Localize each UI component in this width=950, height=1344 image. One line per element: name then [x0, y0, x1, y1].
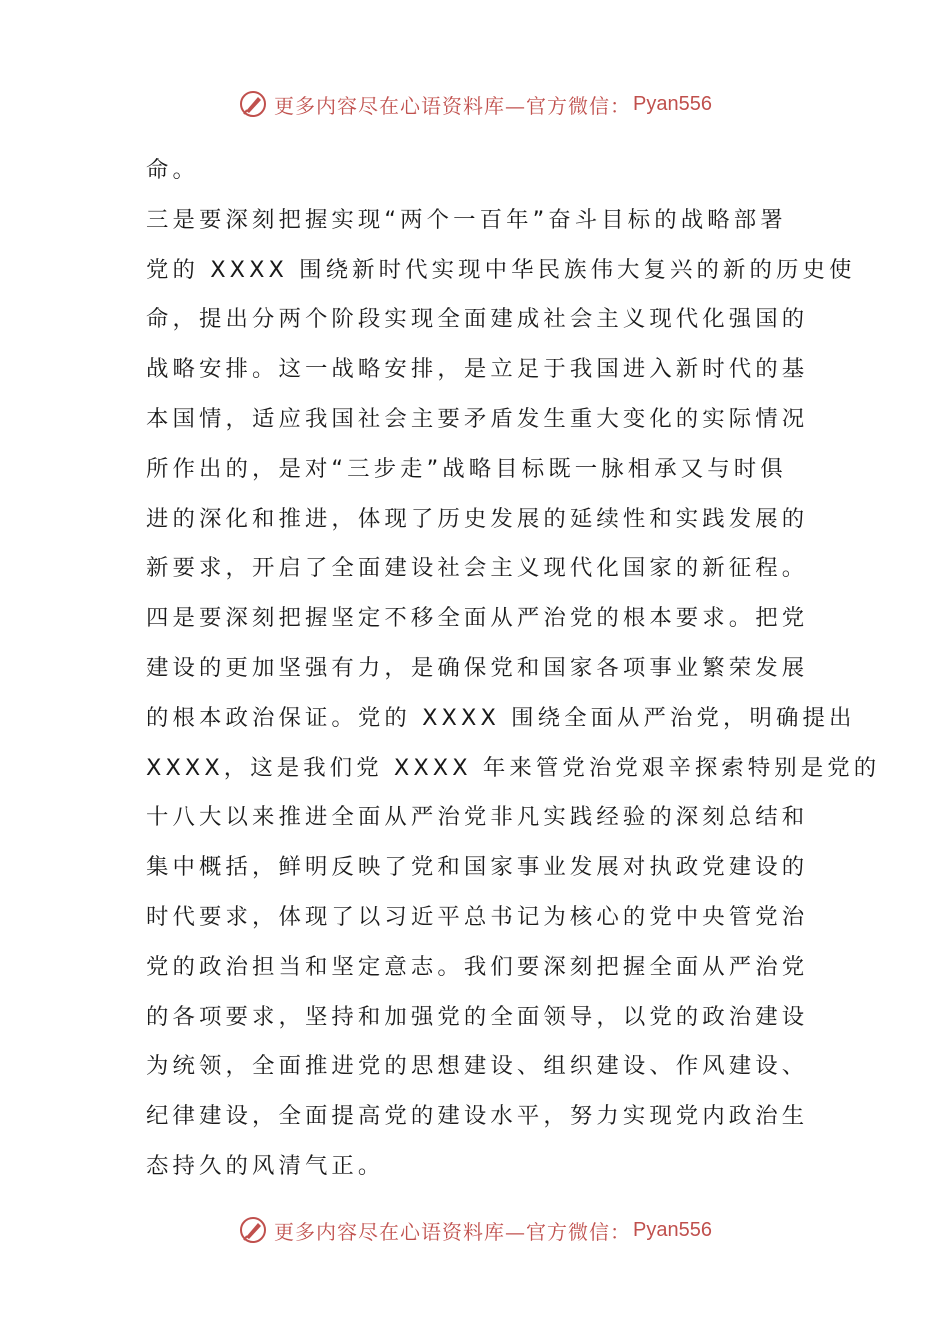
text-line: 命。: [146, 157, 199, 183]
text-line: 建设的更加坚强有力，是确保党和国家各项事业繁荣发展: [146, 654, 809, 681]
text-line: 为统领，全面推进党的思想建设、组织建设、作风建设、: [146, 1053, 809, 1080]
wechat-id: Pyan556: [633, 1218, 712, 1241]
pen-logo-icon: [238, 89, 268, 119]
pen-logo-icon: [238, 1215, 268, 1245]
banner-text: 更多内容尽在心语资料库—官方微信：: [274, 1219, 632, 1244]
text-line: 战略安排。这一战略安排，是立足于我国进入新时代的基: [146, 356, 809, 383]
document-body: [146, 146, 881, 1192]
text-line: 所作出的，是对“三步走”战略目标既一脉相承又与时俱: [146, 455, 787, 482]
text-line: 集中概括，鲜明反映了党和国家事业发展对执政党建设的: [146, 854, 809, 881]
text-line: 的各项要求，坚持和加强党的全面领导，以党的政治建设: [146, 1003, 809, 1030]
wechat-id: Pyan556: [633, 92, 712, 115]
text-line: 命，提出分两个阶段实现全面建成社会主义现代化强国的: [146, 306, 809, 333]
text-line: 时代要求，体现了以习近平总书记为核心的党中央管党治: [146, 903, 809, 930]
text-line: 三是要深刻把握实现“两个一百年”奋斗目标的战略部署: [146, 206, 787, 233]
text-line: 态持久的风清气正。: [146, 1152, 385, 1179]
text-line: 本国情，适应我国社会主要矛盾发生重大变化的实际情况: [146, 405, 809, 432]
text-line: 纪律建设，全面提高党的建设水平，努力实现党内政治生: [146, 1103, 809, 1130]
banner-text: 更多内容尽在心语资料库—官方微信：: [274, 93, 632, 118]
text-line: 新要求，开启了全面建设社会主义现代化国家的新征程。: [146, 555, 809, 582]
text-line: 的根本政治保证。党的 XXXX 围绕全面从严治党，明确提出: [146, 704, 856, 731]
text-line: 党的政治担当和坚定意志。我们要深刻把握全面从严治党: [146, 953, 809, 980]
text-line: 十八大以来推进全面从严治党非凡实践经验的深刻总结和: [146, 804, 809, 831]
text-line: 进的深化和推进，体现了历史发展的延续性和实践发展的: [146, 505, 809, 532]
header-banner: [0, 84, 950, 124]
footer-banner: [0, 1210, 950, 1250]
text-line: 党的 XXXX 围绕新时代实现中华民族伟大复兴的新的历史使: [146, 256, 856, 283]
text-line: 四是要深刻把握坚定不移全面从严治党的根本要求。把党: [146, 605, 809, 632]
text-line: XXXX，这是我们党 XXXX 年来管党治党艰辛探索特别是党的: [146, 754, 881, 781]
